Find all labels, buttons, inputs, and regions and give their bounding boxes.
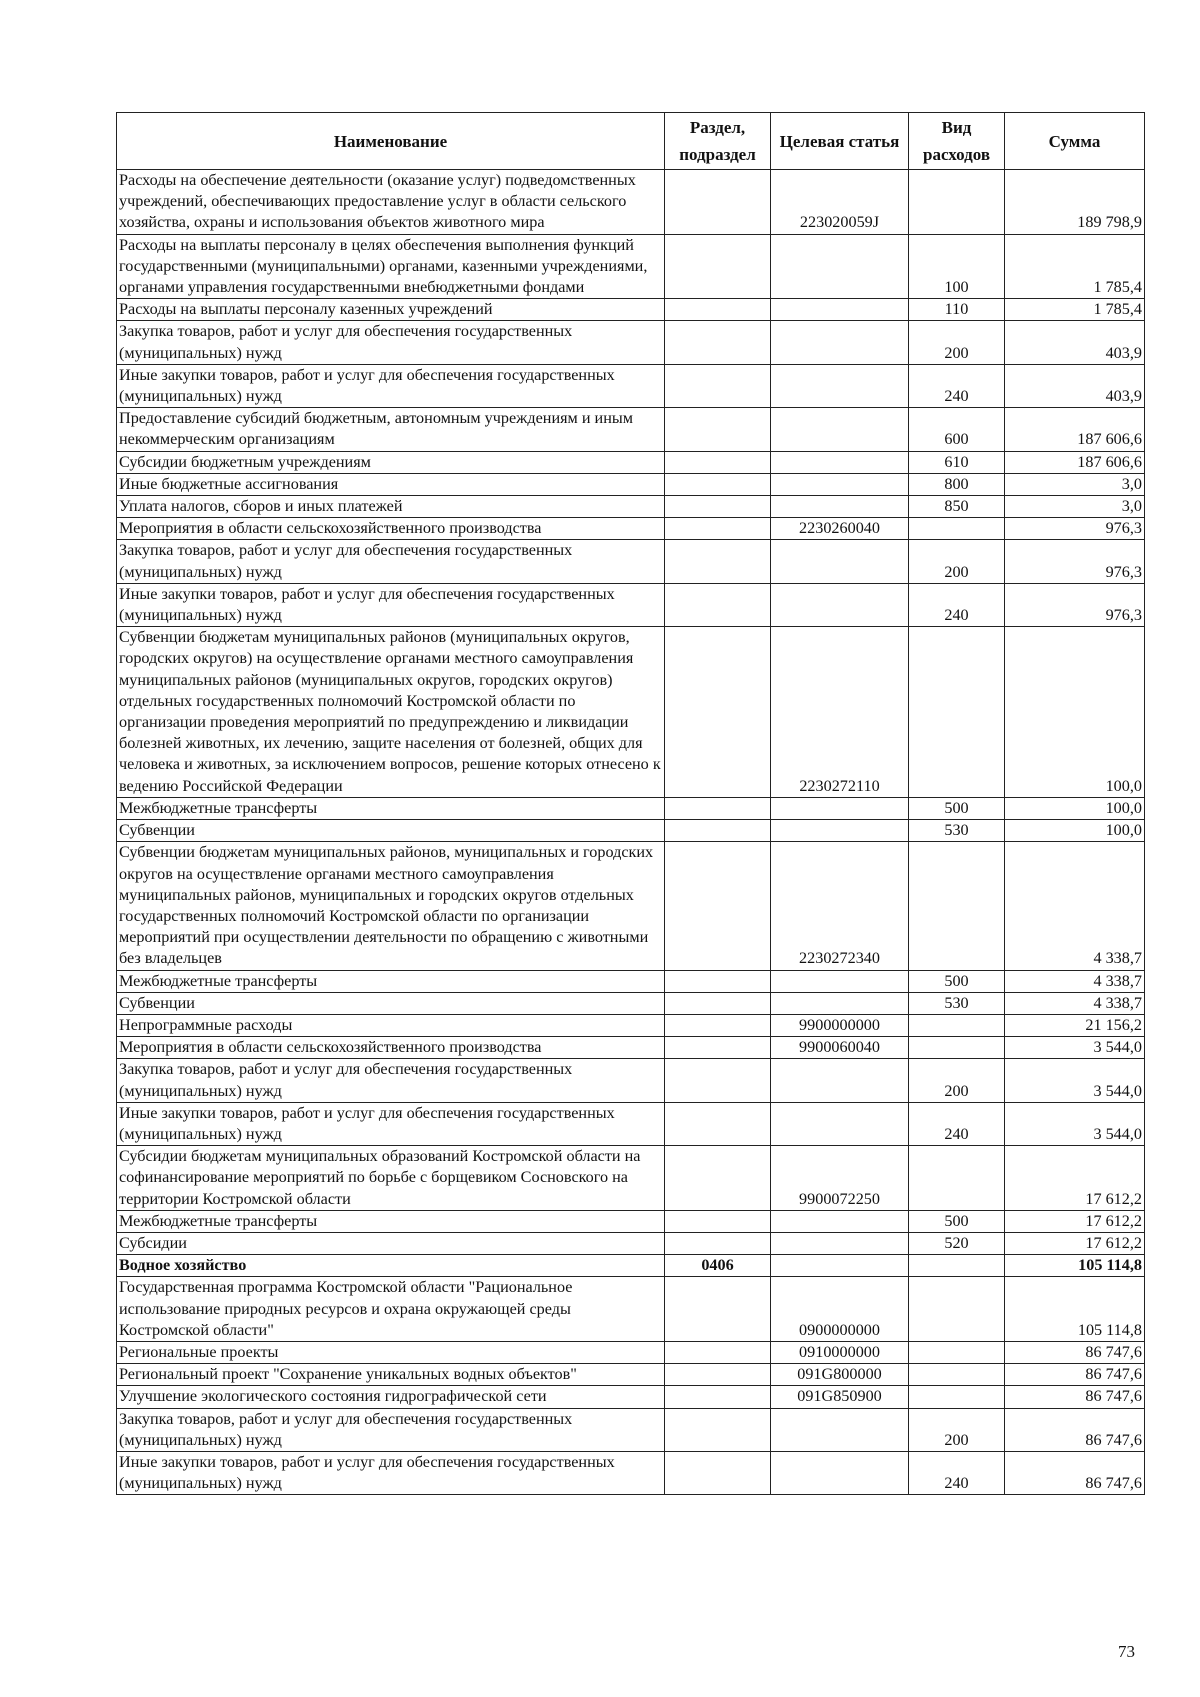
- cell-section: [665, 540, 771, 583]
- table-row: [117, 1277, 1145, 1342]
- cell-kind: [909, 1037, 1005, 1059]
- cell-sum: 86 747,6: [1005, 1408, 1145, 1451]
- cell-sum: 403,9: [1005, 364, 1145, 407]
- cell-section: [665, 1341, 771, 1363]
- cell-section: [665, 299, 771, 321]
- table-row: [117, 992, 1145, 1014]
- cell-name: Субсидии бюджетным учреждениям: [117, 451, 665, 473]
- header-sum: Сумма: [1005, 113, 1145, 170]
- cell-target: [771, 992, 909, 1014]
- cell-target: [771, 970, 909, 992]
- cell-target: [771, 496, 909, 518]
- cell-kind: 500: [909, 1210, 1005, 1232]
- cell-name: Межбюджетные трансферты: [117, 797, 665, 819]
- table-row: [117, 820, 1145, 842]
- cell-kind: 200: [909, 1059, 1005, 1102]
- cell-kind: [909, 1364, 1005, 1386]
- cell-name: Иные закупки товаров, работ и услуг для обеспечения государственных (муниципальных) нужд: [117, 583, 665, 626]
- cell-target: [771, 1408, 909, 1451]
- cell-name: Субсидии: [117, 1232, 665, 1254]
- cell-target: 9900000000: [771, 1014, 909, 1036]
- cell-section: [665, 234, 771, 299]
- cell-sum: 976,3: [1005, 540, 1145, 583]
- table-row: [117, 1386, 1145, 1408]
- cell-sum: 3 544,0: [1005, 1102, 1145, 1145]
- cell-sum: 4 338,7: [1005, 992, 1145, 1014]
- cell-name: Иные закупки товаров, работ и услуг для обеспечения государственных (муниципальных) нужд: [117, 1102, 665, 1145]
- table-row: [117, 364, 1145, 407]
- cell-sum: 1 785,4: [1005, 299, 1145, 321]
- cell-name: Субвенции: [117, 820, 665, 842]
- cell-kind: 850: [909, 496, 1005, 518]
- cell-target: [771, 1059, 909, 1102]
- cell-target: [771, 364, 909, 407]
- cell-sum: 4 338,7: [1005, 970, 1145, 992]
- cell-name: Межбюджетные трансферты: [117, 970, 665, 992]
- cell-sum: 100,0: [1005, 820, 1145, 842]
- cell-section: [665, 451, 771, 473]
- cell-sum: 86 747,6: [1005, 1451, 1145, 1494]
- cell-target: [771, 234, 909, 299]
- cell-section: [665, 170, 771, 235]
- cell-kind: 500: [909, 797, 1005, 819]
- table-row: [117, 627, 1145, 798]
- cell-section: [665, 1014, 771, 1036]
- cell-section: [665, 583, 771, 626]
- cell-target: 0910000000: [771, 1341, 909, 1363]
- table-row: [117, 797, 1145, 819]
- cell-name: Закупка товаров, работ и услуг для обеспечения государственных (муниципальных) нужд: [117, 1059, 665, 1102]
- cell-sum: 86 747,6: [1005, 1364, 1145, 1386]
- cell-name: Закупка товаров, работ и услуг для обеспечения государственных (муниципальных) нужд: [117, 540, 665, 583]
- cell-kind: 240: [909, 583, 1005, 626]
- cell-target: 091G800000: [771, 1364, 909, 1386]
- cell-name: Иные бюджетные ассигнования: [117, 473, 665, 495]
- cell-section: [665, 1037, 771, 1059]
- table-row: [117, 451, 1145, 473]
- cell-target: [771, 299, 909, 321]
- table-row: [117, 1341, 1145, 1363]
- cell-name: Закупка товаров, работ и услуг для обеспечения государственных (муниципальных) нужд: [117, 321, 665, 364]
- cell-target: 0900000000: [771, 1277, 909, 1342]
- cell-kind: [909, 170, 1005, 235]
- cell-name: Субвенции: [117, 992, 665, 1014]
- cell-name: Государственная программа Костромской области "Рациональное использование природных ресурсов и охрана окружающей среды Костромской области": [117, 1277, 665, 1342]
- cell-target: [771, 583, 909, 626]
- cell-sum: 976,3: [1005, 518, 1145, 540]
- cell-sum: 976,3: [1005, 583, 1145, 626]
- header-target: Целевая статья: [771, 113, 909, 170]
- table-row: [117, 299, 1145, 321]
- cell-section: [665, 1232, 771, 1254]
- cell-section: [665, 1102, 771, 1145]
- cell-sum: 1 785,4: [1005, 234, 1145, 299]
- cell-kind: 200: [909, 540, 1005, 583]
- cell-sum: 86 747,6: [1005, 1386, 1145, 1408]
- cell-section: [665, 1277, 771, 1342]
- table-row: [117, 1210, 1145, 1232]
- cell-sum: 189 798,9: [1005, 170, 1145, 235]
- cell-name: Региональный проект "Сохранение уникальных водных объектов": [117, 1364, 665, 1386]
- cell-kind: [909, 842, 1005, 970]
- cell-kind: [909, 1341, 1005, 1363]
- cell-name: Расходы на выплаты персоналу казенных учреждений: [117, 299, 665, 321]
- cell-name: Мероприятия в области сельскохозяйственного производства: [117, 518, 665, 540]
- cell-name: Предоставление субсидий бюджетным, автономным учреждениям и иным некоммерческим организациям: [117, 408, 665, 451]
- cell-name: Региональные проекты: [117, 1341, 665, 1363]
- cell-target: 2230260040: [771, 518, 909, 540]
- table-row: [117, 408, 1145, 451]
- header-kind: Вид расходов: [909, 113, 1005, 170]
- cell-name: Водное хозяйство: [117, 1255, 665, 1277]
- budget-table: [116, 112, 1145, 1495]
- cell-target: [771, 321, 909, 364]
- header-name: Наименование: [117, 113, 665, 170]
- cell-target: [771, 797, 909, 819]
- cell-section: [665, 518, 771, 540]
- cell-section: [665, 627, 771, 798]
- cell-sum: 3 544,0: [1005, 1037, 1145, 1059]
- cell-target: [771, 1210, 909, 1232]
- cell-section: [665, 1386, 771, 1408]
- cell-target: [771, 820, 909, 842]
- table-row: [117, 496, 1145, 518]
- cell-section: [665, 1059, 771, 1102]
- cell-target: [771, 473, 909, 495]
- page-number: 73: [1118, 1642, 1135, 1661]
- table-row: [117, 583, 1145, 626]
- cell-sum: 3,0: [1005, 496, 1145, 518]
- cell-name: Непрограммные расходы: [117, 1014, 665, 1036]
- cell-target: [771, 540, 909, 583]
- cell-kind: 240: [909, 1102, 1005, 1145]
- table-row: [117, 1037, 1145, 1059]
- table-row: [117, 970, 1145, 992]
- cell-section: [665, 1408, 771, 1451]
- cell-section: [665, 364, 771, 407]
- cell-sum: 17 612,2: [1005, 1146, 1145, 1211]
- table-row: [117, 234, 1145, 299]
- cell-name: Иные закупки товаров, работ и услуг для обеспечения государственных (муниципальных) нужд: [117, 1451, 665, 1494]
- table-row: [117, 170, 1145, 235]
- cell-sum: 17 612,2: [1005, 1232, 1145, 1254]
- cell-sum: 100,0: [1005, 797, 1145, 819]
- cell-sum: 21 156,2: [1005, 1014, 1145, 1036]
- cell-kind: 600: [909, 408, 1005, 451]
- cell-kind: 240: [909, 1451, 1005, 1494]
- table-row: [117, 1255, 1145, 1277]
- cell-target: 223020059J: [771, 170, 909, 235]
- cell-target: 091G850900: [771, 1386, 909, 1408]
- table-row: [117, 1014, 1145, 1036]
- cell-name: Субвенции бюджетам муниципальных районов (муниципальных округов, городских округов) на осуществление органами местного самоуправления муниципальных районов (муниципальных округов, городских округов) отдельных государственных полномочий Костромской области по организации проведения мероприятий по предупреждению и ликвидации болезней животных, их лечению, защите населения от болезней, общих для человека и животных, за исключением вопросов, решение которых отнесено к ведению Российской Федерации: [117, 627, 665, 798]
- cell-sum: 3,0: [1005, 473, 1145, 495]
- cell-kind: 520: [909, 1232, 1005, 1254]
- cell-name: Субсидии бюджетам муниципальных образований Костромской области на софинансирование мероприятий по борьбе с борщевиком Сосновского на территории Костромской области: [117, 1146, 665, 1211]
- cell-kind: 800: [909, 473, 1005, 495]
- cell-kind: 240: [909, 364, 1005, 407]
- cell-name: Мероприятия в области сельскохозяйственного производства: [117, 1037, 665, 1059]
- cell-section: [665, 1364, 771, 1386]
- cell-sum: 4 338,7: [1005, 842, 1145, 970]
- cell-kind: 110: [909, 299, 1005, 321]
- header-section: Раздел, подраздел: [665, 113, 771, 170]
- cell-target: [771, 1451, 909, 1494]
- cell-kind: 200: [909, 321, 1005, 364]
- cell-section: [665, 992, 771, 1014]
- cell-sum: 17 612,2: [1005, 1210, 1145, 1232]
- cell-kind: [909, 1146, 1005, 1211]
- cell-kind: 500: [909, 970, 1005, 992]
- cell-name: Закупка товаров, работ и услуг для обеспечения государственных (муниципальных) нужд: [117, 1408, 665, 1451]
- cell-section: [665, 797, 771, 819]
- cell-sum: 100,0: [1005, 627, 1145, 798]
- cell-kind: 200: [909, 1408, 1005, 1451]
- cell-section: [665, 473, 771, 495]
- cell-target: [771, 1255, 909, 1277]
- cell-kind: 530: [909, 992, 1005, 1014]
- cell-kind: [909, 1277, 1005, 1342]
- table-row: [117, 1232, 1145, 1254]
- table-row: [117, 1451, 1145, 1494]
- table-row: [117, 473, 1145, 495]
- cell-section: [665, 820, 771, 842]
- cell-target: [771, 1232, 909, 1254]
- cell-kind: [909, 1014, 1005, 1036]
- table-row: [117, 1146, 1145, 1211]
- table-row: [117, 842, 1145, 970]
- cell-target: 2230272110: [771, 627, 909, 798]
- cell-section: [665, 842, 771, 970]
- table-row: [117, 540, 1145, 583]
- cell-name: Улучшение экологического состояния гидрографической сети: [117, 1386, 665, 1408]
- cell-target: 9900060040: [771, 1037, 909, 1059]
- table-row: [117, 1408, 1145, 1451]
- cell-sum: 105 114,8: [1005, 1277, 1145, 1342]
- cell-kind: [909, 627, 1005, 798]
- table-row: [117, 1364, 1145, 1386]
- cell-target: [771, 1102, 909, 1145]
- cell-sum: 86 747,6: [1005, 1341, 1145, 1363]
- cell-sum: 105 114,8: [1005, 1255, 1145, 1277]
- cell-name: Расходы на обеспечение деятельности (оказание услуг) подведомственных учреждений, обеспечивающих предоставление услуг в области сельского хозяйства, охраны и использования объектов животного мира: [117, 170, 665, 235]
- cell-target: [771, 408, 909, 451]
- cell-target: 9900072250: [771, 1146, 909, 1211]
- cell-section: [665, 496, 771, 518]
- cell-sum: 403,9: [1005, 321, 1145, 364]
- table-header-row: [117, 113, 1145, 170]
- table-row: [117, 1102, 1145, 1145]
- cell-name: Иные закупки товаров, работ и услуг для обеспечения государственных (муниципальных) нужд: [117, 364, 665, 407]
- cell-name: Субвенции бюджетам муниципальных районов, муниципальных и городских округов на осуществление органами местного самоуправления муниципальных районов, муниципальных и городских округов отдельных государственных полномочий Костромской области по организации мероприятий при осуществлении деятельности по обращению с животными без владельцев: [117, 842, 665, 970]
- cell-name: Расходы на выплаты персоналу в целях обеспечения выполнения функций государственными (муниципальными) органами, казенными учреждениями, органами управления государственными внебюджетными фондами: [117, 234, 665, 299]
- cell-kind: [909, 1255, 1005, 1277]
- cell-section: [665, 970, 771, 992]
- cell-target: 2230272340: [771, 842, 909, 970]
- cell-section: [665, 408, 771, 451]
- table-body: [117, 170, 1145, 1495]
- cell-sum: 187 606,6: [1005, 408, 1145, 451]
- cell-kind: 100: [909, 234, 1005, 299]
- cell-section: [665, 1146, 771, 1211]
- cell-kind: [909, 518, 1005, 540]
- cell-name: Межбюджетные трансферты: [117, 1210, 665, 1232]
- cell-section: 0406: [665, 1255, 771, 1277]
- cell-sum: 187 606,6: [1005, 451, 1145, 473]
- cell-target: [771, 451, 909, 473]
- table-row: [117, 518, 1145, 540]
- table-row: [117, 321, 1145, 364]
- cell-kind: [909, 1386, 1005, 1408]
- cell-name: Уплата налогов, сборов и иных платежей: [117, 496, 665, 518]
- cell-sum: 3 544,0: [1005, 1059, 1145, 1102]
- cell-section: [665, 1451, 771, 1494]
- cell-kind: 530: [909, 820, 1005, 842]
- cell-section: [665, 1210, 771, 1232]
- table-row: [117, 1059, 1145, 1102]
- cell-kind: 610: [909, 451, 1005, 473]
- cell-section: [665, 321, 771, 364]
